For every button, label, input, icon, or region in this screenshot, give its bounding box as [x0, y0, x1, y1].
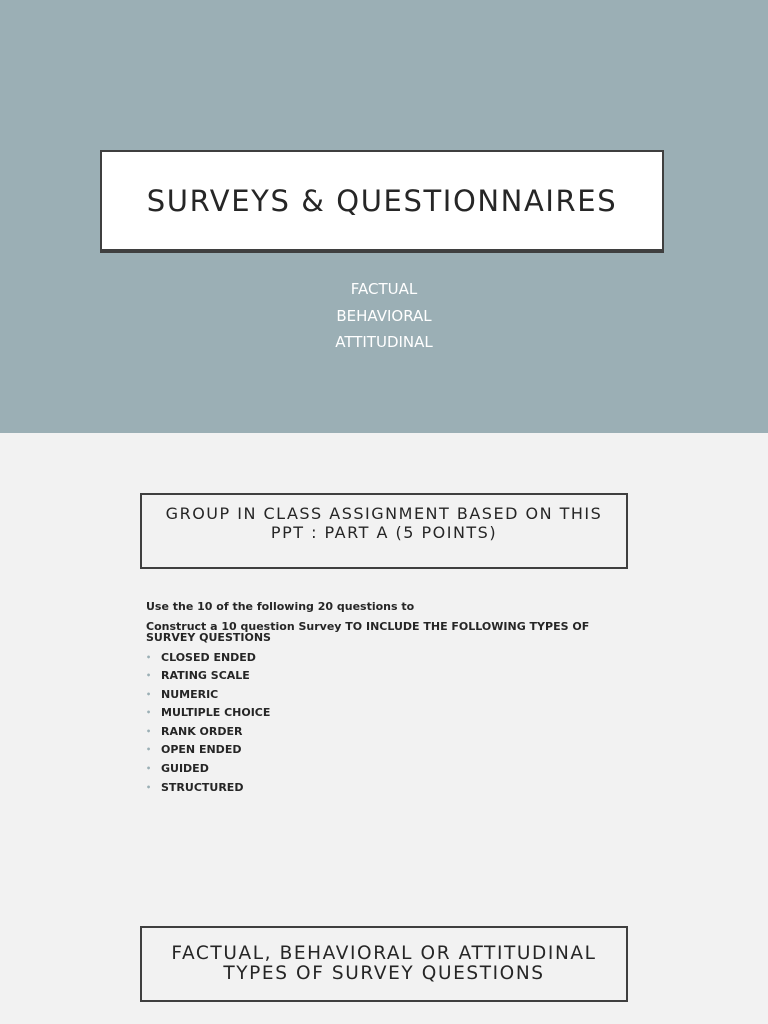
title-box [100, 150, 664, 251]
list-item-label: OPEN ENDED [161, 743, 242, 757]
subtitle-item-behavioral: BEHAVIORAL [336, 306, 432, 325]
question-type-list [146, 649, 616, 798]
assignment-title-box [140, 493, 628, 569]
subtitle-item-attitudinal: ATTITUDINAL [335, 333, 433, 351]
list-item-label: CLOSED ENDED [161, 650, 256, 664]
list-item-label: NUMERIC [161, 687, 219, 701]
question-types-title-box [140, 926, 628, 1002]
list-item [146, 704, 616, 723]
assignment-title-line1: GROUP IN CLASS ASSIGNMENT BASED ON THIS [165, 504, 603, 523]
bullet-icon: • [146, 782, 152, 792]
list-item [146, 723, 616, 742]
subtitle-list [0, 276, 768, 356]
list-item-label: STRUCTURED [161, 780, 244, 794]
bullet-icon: • [146, 652, 152, 662]
list-item-label: RATING SCALE [161, 669, 250, 683]
list-item [146, 760, 616, 779]
slide-title: SURVEYS & QUESTIONNAIRES [146, 183, 618, 218]
list-item [146, 741, 616, 760]
list-item [146, 667, 616, 686]
list-item-label: GUIDED [161, 762, 209, 776]
intro-text: Use the 10 of the following 20 questions to [146, 600, 415, 613]
assignment-content [146, 601, 616, 797]
assignment-title-line2: PPT : PART A (5 POINTS) [270, 522, 498, 542]
bullet-icon: • [146, 708, 152, 718]
list-item [146, 779, 616, 798]
question-types-title-line2: TYPES OF SURVEY QUESTIONS [223, 963, 545, 984]
bullet-icon: • [146, 745, 152, 755]
title-slide [0, 0, 768, 433]
list-item [146, 686, 616, 705]
instruction-text: Construct a 10 question Survey TO INCLUDE THE FOLLOWING TYPES OF SURVEY QUESTIONS [146, 619, 590, 644]
bullet-icon: • [146, 689, 152, 699]
bullet-icon: • [146, 764, 152, 774]
bullet-icon: • [146, 671, 152, 681]
bullet-icon: • [146, 726, 152, 736]
list-item-label: MULTIPLE CHOICE [161, 706, 271, 720]
list-item-label: RANK ORDER [161, 724, 243, 738]
list-item [146, 649, 616, 668]
subtitle-item-factual: FACTUAL [350, 280, 418, 298]
question-types-title-line1: FACTUAL, BEHAVIORAL OR ATTITUDINAL [171, 943, 597, 964]
